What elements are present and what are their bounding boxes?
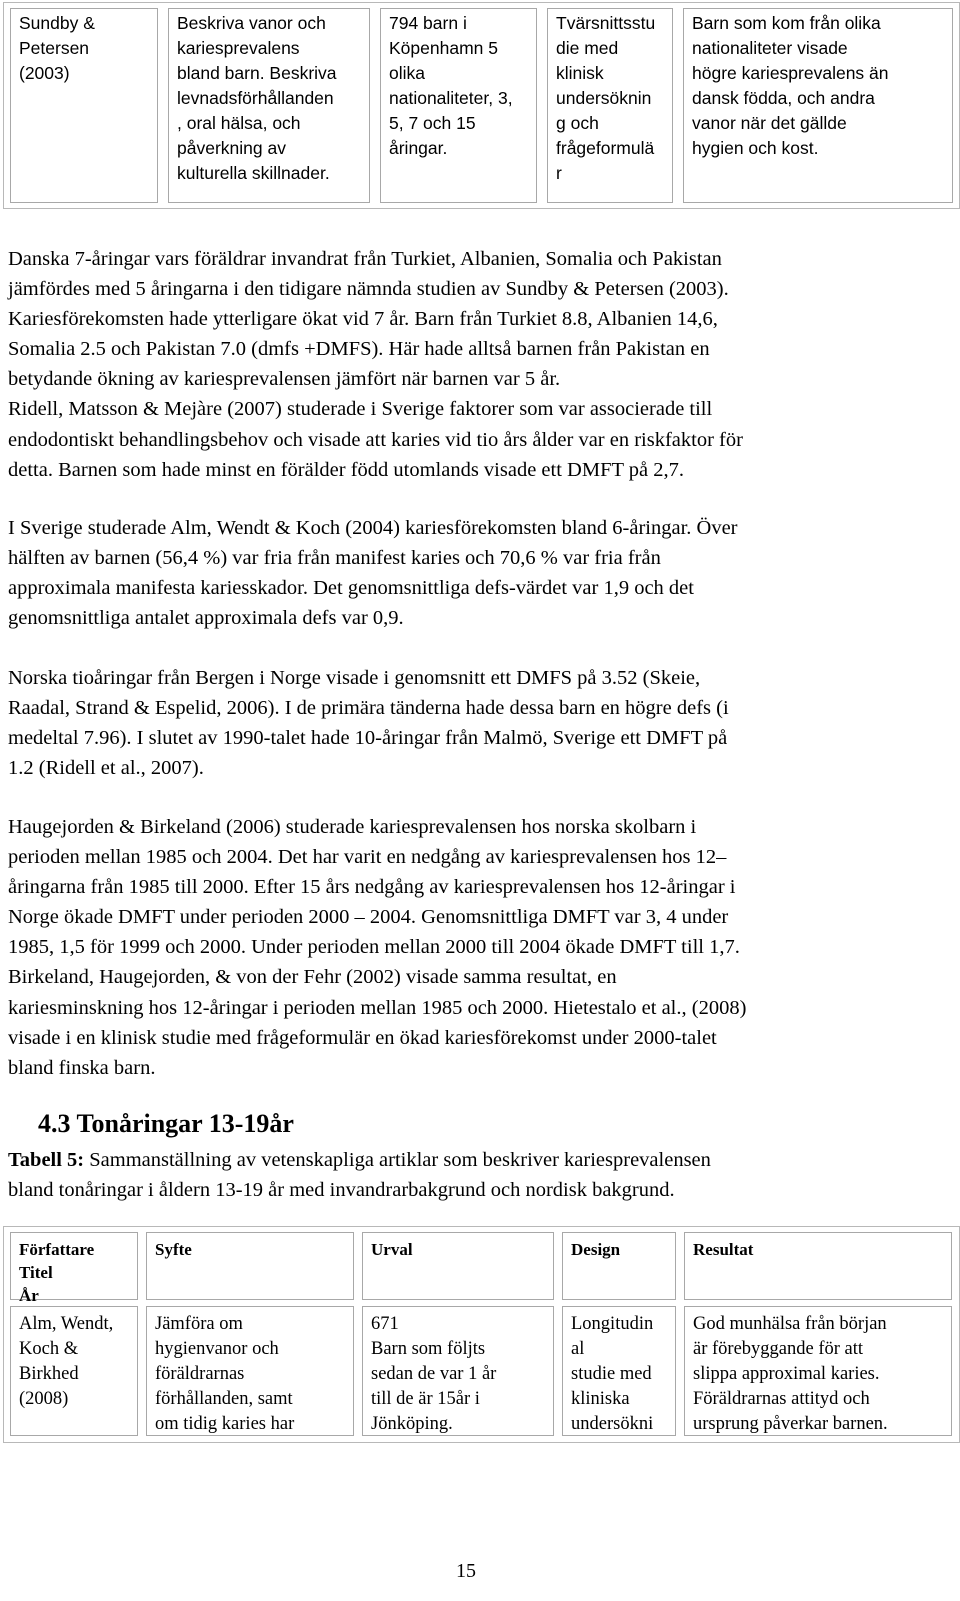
text-line: bland finska barn. xyxy=(8,1056,156,1079)
page-number: 15 xyxy=(456,1560,476,1582)
text-line: Jämföra om xyxy=(155,1314,243,1334)
text-line: bland barn. Beskriva xyxy=(177,63,337,83)
text-line: åringar. xyxy=(389,138,448,158)
text-line: Somalia 2.5 och Pakistan 7.0 (dmfs +DMFS). Här hade alltså barnen från Pakistan en xyxy=(8,338,710,361)
text-line: , oral hälsa, och xyxy=(177,113,301,133)
paragraph xyxy=(8,244,952,485)
text-line: approximala manifesta kariesskador. Det genomsnittliga defs-värdet var 1,9 och det xyxy=(8,577,694,600)
text-line: 794 barn i xyxy=(389,13,467,33)
text-line: Haugejorden & Birkeland (2006) studerade kariesprevalensen hos norska skolbarn i xyxy=(8,816,697,838)
table-data-cell xyxy=(562,1306,676,1436)
text-line: År xyxy=(19,1286,39,1305)
text-line: Norska tioåringar från Bergen i Norge visade i genomsnitt ett DMFS på 3.52 (Skeie, xyxy=(8,667,701,689)
text-line: Birkhed xyxy=(19,1364,79,1384)
top-table-cell xyxy=(168,8,370,203)
table-header-cell xyxy=(362,1232,554,1300)
text-line: Beskriva vanor och xyxy=(177,13,326,33)
paragraph xyxy=(8,812,952,1083)
text-line: betydande ökning av kariesprevalensen jämfört när barnen var 5 år. xyxy=(8,368,561,391)
text-line: Författare xyxy=(19,1240,95,1259)
text-line: God munhälsa från början xyxy=(693,1314,887,1334)
text-line: Norge ökade DMFT under perioden 2000 – 2004. Genomsnittliga DMFT var 3, 4 under xyxy=(8,906,729,929)
text-line: (2003) xyxy=(19,63,70,83)
text-line: åringarna från 1985 till 2000. Efter 15 års nedgång av kariesprevalensen hos 12-åringar i xyxy=(8,876,736,899)
text-line: Birkeland, Haugejorden, & von der Fehr (2002) visade samma resultat, en xyxy=(8,966,617,989)
text-line: Titel xyxy=(19,1263,53,1282)
top-table-cell xyxy=(10,8,158,203)
top-table-cell xyxy=(547,8,673,203)
section-heading: 4.3 Tonåringar 13-19år xyxy=(38,1109,294,1138)
paragraph xyxy=(8,663,952,783)
text-line: är förebyggande för att xyxy=(693,1339,864,1359)
text-line: nationaliteter visade xyxy=(692,38,848,58)
text-line: förhållanden, samt xyxy=(155,1389,293,1409)
text-line: frågeformulä xyxy=(556,138,655,158)
caption-line-1: Sammanställning av vetenskapliga artiklar som beskriver kariesprevalensen xyxy=(84,1149,711,1171)
table-data-cell xyxy=(10,1306,138,1436)
text-line: nationaliteter, 3, xyxy=(389,88,513,108)
table-header-cell xyxy=(10,1232,138,1305)
text-line: Kariesförekomsten hade ytterligare ökat vid 7 år. Barn från Turkiet 8.8, Albanien 14,6, xyxy=(8,308,718,331)
text-line: detta. Barnen som hade minst en förälder född utomlands visade ett DMFT på 2,7. xyxy=(8,458,684,481)
text-line: klinisk xyxy=(556,63,604,83)
text-line: Resultat xyxy=(693,1240,754,1259)
text-line: påverkning av xyxy=(177,138,286,158)
text-line: levnadsförhållanden xyxy=(177,88,334,108)
table-caption xyxy=(8,1145,952,1205)
text-line: medeltal 7.96). I slutet av 1990-talet hade 10-åringar från Malmö, Sverige ett DMFT på xyxy=(8,727,728,750)
text-line: genomsnittliga antalet approximala defs var 0,9. xyxy=(8,607,404,630)
text-line: Sundby & xyxy=(19,13,95,33)
text-line: sedan de var 1 år xyxy=(371,1364,497,1384)
text-line: hygienvanor och xyxy=(155,1339,279,1359)
text-line: kariesminskning hos 12-åringar i perioden mellan 1985 och 2000. Hietestalo et al., (2008) xyxy=(8,996,747,1019)
text-line: dansk födda, och andra xyxy=(692,88,875,108)
text-line: undersöknin xyxy=(556,88,652,108)
text-line: kliniska xyxy=(571,1389,630,1409)
text-line: Design xyxy=(571,1240,621,1259)
text-line: till de är 15år i xyxy=(371,1389,480,1409)
text-line: Barn som kom från olika xyxy=(692,13,881,33)
text-line: al xyxy=(571,1339,585,1359)
text-line: kariesprevalens xyxy=(177,38,300,58)
text-line: föräldrarnas xyxy=(155,1364,245,1384)
text-line: 1985, 1,5 för 1999 och 2000. Under perioden mellan 2000 till 2004 ökade DMFT till 1,7. xyxy=(8,936,740,959)
text-line: högre kariesprevalens än xyxy=(692,63,889,83)
table-header-cell xyxy=(562,1232,676,1300)
text-line: jämfördes med 5 åringarna i den tidigare nämnda studien av Sundby & Petersen (2003). xyxy=(8,278,729,301)
text-line: Raadal, Strand & Espelid, 2006). I de primära tänderna hade dessa barn en högre defs (i xyxy=(8,697,729,720)
text-line: Tvärsnittsstu xyxy=(556,13,656,33)
text-line: Köpenhamn 5 xyxy=(389,38,498,58)
text-line: Danska 7-åringar vars föräldrar invandrat från Turkiet, Albanien, Somalia och Pakistan xyxy=(8,248,722,270)
text-line: olika xyxy=(389,63,425,83)
text-line: Petersen xyxy=(19,38,90,58)
table-data-cell xyxy=(362,1306,554,1436)
table-header-cell xyxy=(684,1232,952,1300)
text-line: r xyxy=(556,163,562,183)
caption-label: Tabell 5: xyxy=(8,1149,85,1171)
text-line: (2008) xyxy=(19,1389,69,1409)
text-line: undersökni xyxy=(571,1414,654,1434)
table-data-cell xyxy=(146,1306,354,1436)
text-line: Urval xyxy=(371,1240,413,1259)
text-line: g och xyxy=(556,113,599,133)
table-data-cell xyxy=(684,1306,952,1436)
text-line: Longitudin xyxy=(571,1314,654,1334)
text-line: hygien och kost. xyxy=(692,138,819,158)
top-table-cell xyxy=(683,8,953,203)
text-line: studie med xyxy=(571,1364,652,1384)
text-line: I Sverige studerade Alm, Wendt & Koch (2004) kariesförekomsten bland 6-åringar. Över xyxy=(8,517,738,539)
text-line: 1.2 (Ridell et al., 2007). xyxy=(8,757,204,780)
text-line: ursprung påverkar barnen. xyxy=(693,1414,888,1434)
text-line: Syfte xyxy=(155,1240,192,1259)
text-line: Koch & xyxy=(19,1339,79,1359)
paragraph xyxy=(8,513,952,633)
text-line: Föräldrarnas attityd och xyxy=(693,1389,870,1409)
text-line: Ridell, Matsson & Mejàre (2007) studerade i Sverige faktorer som var associerade till xyxy=(8,398,713,421)
text-line: die med xyxy=(556,38,619,58)
text-line: Barn som följts xyxy=(371,1339,486,1359)
text-line: slippa approximal karies. xyxy=(693,1364,880,1384)
caption-line-2: bland tonåringar i åldern 13-19 år med invandrarbakgrund och nordisk bakgrund. xyxy=(8,1179,675,1202)
text-line: Jönköping. xyxy=(371,1414,453,1434)
text-line: 5, 7 och 15 xyxy=(389,113,476,133)
text-line: hälften av barnen (56,4 %) var fria från manifest karies och 70,6 % var fria från xyxy=(8,547,661,570)
text-line: vanor när det gällde xyxy=(692,113,847,133)
table-header-cell xyxy=(146,1232,354,1300)
text-line: Alm, Wendt, xyxy=(19,1314,114,1334)
text-line: visade i en klinisk studie med frågeformulär en ökad kariesförekomst under 2000-talet xyxy=(8,1026,717,1049)
text-line: 671 xyxy=(371,1314,399,1334)
text-line: om tidig karies har xyxy=(155,1414,295,1434)
text-line: endodontiskt behandlingsbehov och visade att karies vid tio års ålder var en riskfaktor för xyxy=(8,428,743,451)
top-table-cell xyxy=(380,8,537,203)
text-line: kulturella skillnader. xyxy=(177,163,330,183)
text-line: perioden mellan 1985 och 2004. Det har varit en nedgång av kariesprevalensen hos 12– xyxy=(8,846,727,869)
